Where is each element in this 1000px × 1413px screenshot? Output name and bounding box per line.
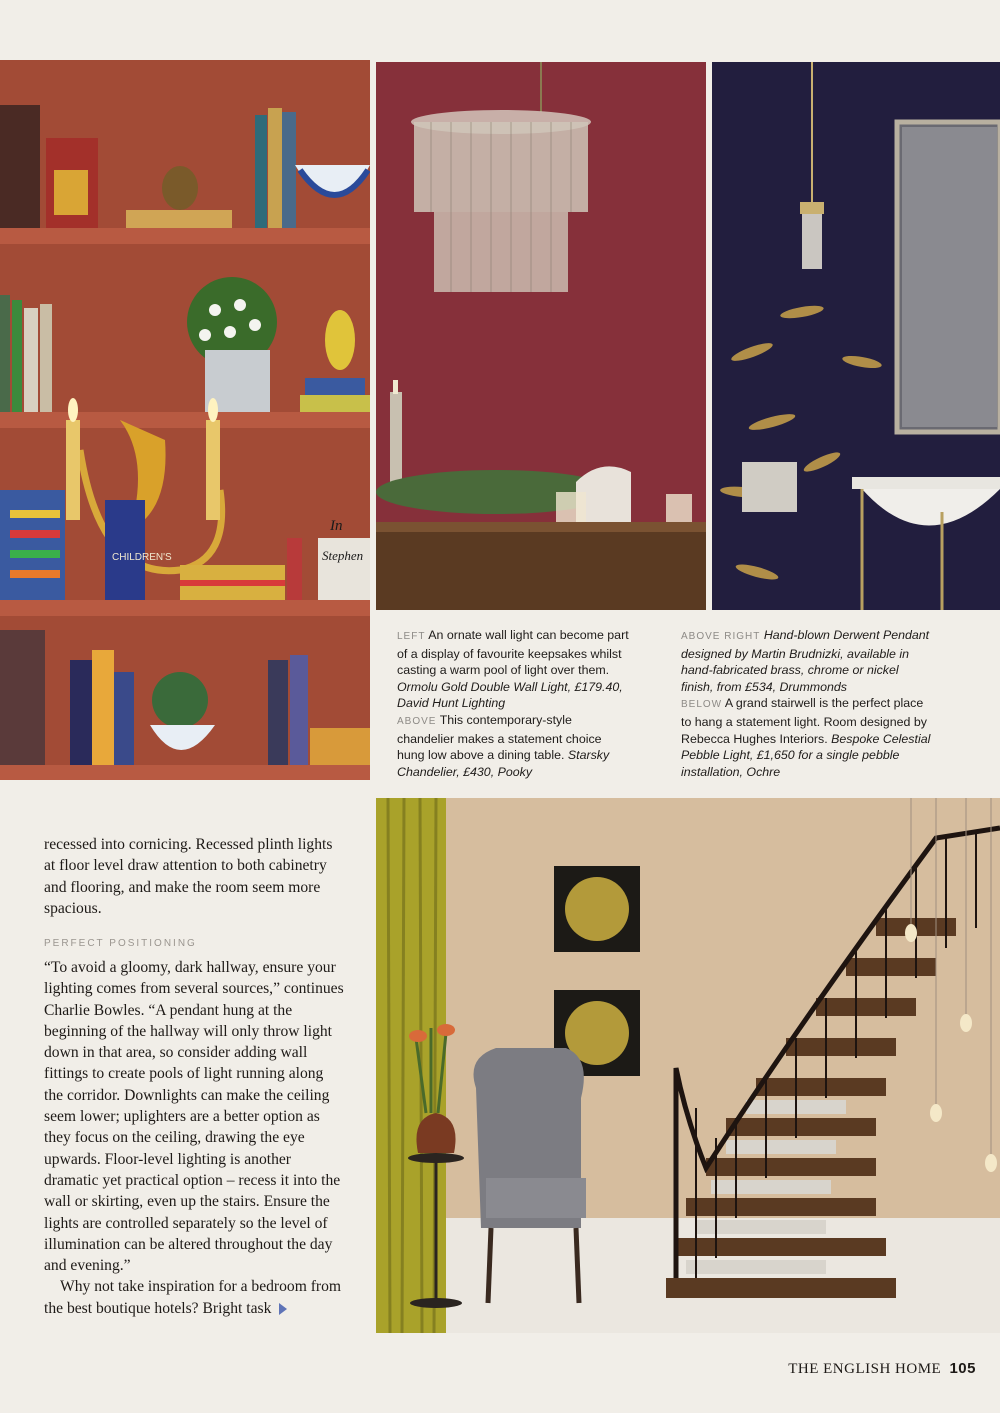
caption-product-chandelier: Starsky Chandelier, £430, Pooky [397, 748, 610, 779]
photo-stairwell [376, 798, 1000, 1333]
continue-arrow-icon [279, 1303, 287, 1315]
magazine-title: THE ENGLISH HOME [788, 1361, 942, 1377]
caption-left [397, 627, 632, 780]
stairwell-illustration [376, 798, 1000, 1333]
article-paragraph-1 [44, 834, 344, 919]
caption-right [681, 627, 931, 785]
caption-product-wall-light: Ormolu Gold Double Wall Light, £179.40, David Hunt Lighting [397, 679, 623, 711]
paragraph-cornicing: recessed into cornicing. Recessed plinth lights at floor level draw attention to both cabinetry and flooring, and make the room seem more spacious. [44, 836, 333, 917]
caption-text-chandelier: This contemporary-style chandelier makes a statement choice hung low above a dining table. [397, 712, 602, 763]
caption-label-above: ABOVE [397, 715, 437, 727]
caption-label-left: LEFT [397, 631, 426, 642]
caption-text-wall-light: An ornate wall light can become part of a display of favourite keepsakes whilst casting a warm pool of light over them. [397, 628, 629, 678]
photo-bookshelves [0, 60, 370, 780]
caption-label-above-right: ABOVE RIGHT [681, 631, 761, 642]
photo-bathroom-pendant [712, 62, 1000, 610]
article-paragraph-2 [44, 957, 344, 1319]
book-title-stephen: Stephen [322, 548, 364, 563]
book-title-in: In [330, 518, 343, 534]
paragraph-hallway-quote: “To avoid a gloomy, dark hallway, ensure your lighting comes from several sources,” continues Charlie Bowles. “A pendant hung at the beginning of the hallway will only throw light down in that area, so consider adding wall fittings to create pools of light running along the corridor. Downlights can make the ceiling seem lower; uplighters are a better option as they focus on the ceiling, drawing the eye upwards. Floor-level lighting is another dramatic yet practical option – recess it into the wall or skirting, even up the stairs. Ensure the lights are controlled separately so the level of illumination can be altered throughout the day and evening.” [44, 959, 344, 1275]
book-title-childrens: CHILDREN'S [112, 552, 172, 563]
paragraph-bedroom-text: Why not take inspiration for a bedroom from the best boutique hotels? Bright task [44, 1278, 342, 1317]
paragraph-bedroom-continues [44, 1276, 344, 1319]
chandelier-illustration [376, 62, 706, 610]
bookshelves-illustration [0, 60, 370, 780]
caption-product-pendant: Hand-blown Derwent Pendant designed by Martin Brudnizki, available in hand-fabricated brass, chrome or nickel finish, from £534, Drummonds [681, 628, 930, 694]
caption-text-stairwell: A grand stairwell is the perfect place to hang a statement light. Room designed by Rebecca Hughes Interiors. [681, 696, 927, 746]
section-subhead: PERFECT POSITIONING [44, 938, 197, 949]
bathroom-illustration [712, 62, 1000, 610]
page-footer [788, 1360, 976, 1378]
photo-chandelier [376, 62, 706, 610]
caption-product-pebble-light: Bespoke Celestial Pebble Light, £1,650 for a single pebble installation, Ochre [681, 731, 931, 779]
page-number: 105 [949, 1360, 976, 1377]
caption-label-below: BELOW [681, 699, 723, 711]
